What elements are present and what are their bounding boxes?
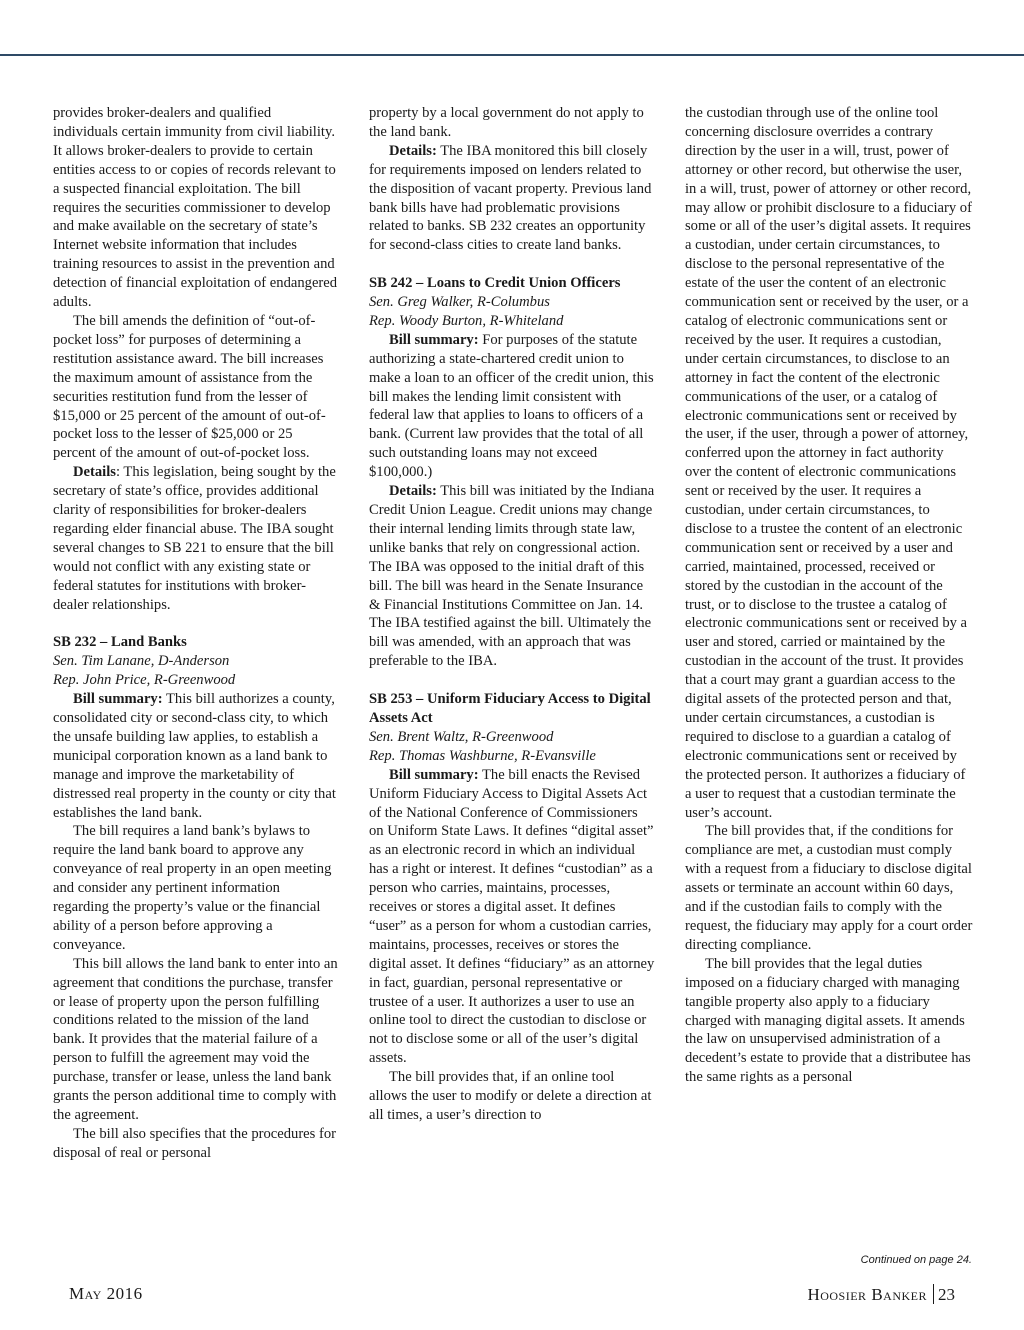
paragraph: The bill provides that the legal duties imposed on a fiduciary charged with managing tangible property also apply to a fiduciary charged with managing digital assets. It amends the law on unsupervised administration of a decedent’s estate to provide that a distributee has the same rights as a personal [685,955,971,1086]
footer-publication [807,1284,955,1305]
paragraph [369,142,655,255]
paragraph: This bill allows the land bank to enter into an agreement that conditions the purchase, transfer or lease of property upon the person fulfilling conditions related to the mission of the land bank. It provides that the material failure of a person to fulfill the agreement may void the purchase, transfer or lease, unless the land bank grants the person additional time to comply with the agreement. [53,955,338,1124]
paragraph: The bill also specifies that the procedures for disposal of real or personal [53,1125,337,1161]
column-2 [369,104,655,1125]
paragraph [369,482,655,671]
footer-date: May 2016 [69,1284,143,1303]
footer-divider [933,1284,934,1304]
senate-sponsor: Sen. Greg Walker, R-Columbus [369,294,550,311]
footer-magazine-name: Hoosier Banker [807,1285,927,1304]
details-text: : This legislation, being sought by the secretary of state’s office, provides additional clarity of responsibilities for broker-dealers regarding elder financial abuse. The IBA sought several changes to SB 221 to ensure that the bill would not conflict with any existing state or federal statutes for institutions with broker-dealer relationships. [53,464,336,613]
house-sponsor: Rep. Woody Burton, R-Whiteland [369,312,564,329]
paragraph [369,331,655,482]
bill-summary-text: This bill authorizes a county, consolidated city or second-class city, to which the unsafe building law applies, to establish a municipal corporation known as a land bank to manage and improve the marketability of distressed real property in the county or city that establishes the land bank. [53,691,336,821]
details-label: Details: [389,142,437,159]
senate-sponsor: Sen. Brent Waltz, R-Greenwood [369,728,554,745]
column-3 [685,104,973,1087]
paragraph [369,766,655,1069]
bill-summary-label: Bill summary: [73,691,163,708]
paragraph [53,690,339,822]
header-rule [0,54,1024,56]
bill-summary-text: For purposes of the statute authorizing a state-chartered credit union to make a loan to an officer of the credit union, this bill makes the lending limit consistent with federal law that applies to loans to officers of a bank. (Current law provides that the total of all such outstanding loans may not exceed $100,000.) [369,331,654,481]
details-text: This bill was initiated by the Indiana Credit Union League. Credit unions may change their internal lending limits through state law, unlike banks that rely on congressional action. The IBA was opposed to the initial draft of this bill. The bill was heard in the Senate Insurance & Financial Institutions Committee on Jan. 14. The IBA testified against the bill. Ultimately the bill was amended, with an approach that was preferable to the IBA. [369,483,655,670]
paragraph: property by a local government do not apply to the land bank. [369,105,644,140]
details-label: Details: [389,483,437,500]
continued-note: Continued on page 24. [860,1254,972,1266]
page-number: 23 [938,1285,955,1304]
bill-summary-label: Bill summary: [389,766,479,783]
bill-heading-sb253: SB 253 – Uniform Fiduciary Access to Digital Assets Act [369,691,651,726]
details-text: The IBA monitored this bill closely for requirements imposed on lenders related to the disposition of vacant property. Previous land bank bills have had problematic provisions related to banks. SB 232 creates an opportunity for second-class cities to create land banks. [369,142,652,254]
house-sponsor: Rep. John Price, R-Greenwood [53,672,236,689]
paragraph [53,463,339,614]
paragraph: the custodian through use of the online tool concerning disclosure overrides a contrary direction by the user in a will, trust, power of attorney or other record, but otherwise the user, in a will, trust, power of attorney or other record, may allow or prohibit disclosure to a fiduciary of some or all of the user’s digital assets. It requires a custodian, under certain circumstances, to disclose to the personal representative of the estate of the user the content of an electronic communication sent or received by the user, or a catalog of electronic communications sent or received by the user. It requires a custodian, under certain circumstances, to disclose to an attorney in fact the content of the electronic communications of the user, or a catalog of electronic communications sent or received by the user, if the user, through a power of attorney, conferred upon the attorney in fact authority over the content of electronic communications sent or received by the user. It requires a custodian, under certain circumstances, to disclose to a trustee the content of an electronic communication sent or received by a user and carried, maintained, processed, received or stored by the custodian in the account of the trust, or to disclose to the trustee a catalog of electronic communications sent or received by a user and stored, carried or maintained by the custodian in the account of the trust. It provides that a court may grant a guardian access to the digital assets of the protected person and that, under certain circumstances, a custodian is required to disclose to a guardian a catalog of electronic communications sent or received by the protected person. It authorizes a fiduciary of a user to request that a custodian terminate the user’s account. [685,105,972,821]
paragraph: The bill amends the definition of “out-of-pocket loss” for purposes of determining a restitution assistance award. The bill increases the maximum amount of assistance from the securities restitution fund from the lesser of $15,000 or 25 percent of the amount of out-of-pocket loss to the lesser of $25,000 or 25 percent of the amount of out-of-pocket loss. [53,312,326,462]
paragraph: The bill provides that, if an online tool allows the user to modify or delete a direction at all times, a user’s direction to [369,1069,652,1123]
bill-summary-text: The bill enacts the Revised Uniform Fiduciary Access to Digital Assets Act of the National Conference of Commissioners on Uniform State Laws. It defines “digital asset” as an electronic record in which an individual has a right or interest. It defines “custodian” as a person who carries, maintains, processes, receives or stores a digital asset. It defines “user” as a person for whom a custodian carries, maintains, processes, receives or stores the digital asset. It defines “fiduciary” as an attorney in fact, guardian, personal representative or trustee of a user. It authorizes a user to use an online tool to direct the custodian to disclose or not to disclose some or all of the user’s digital assets. [369,766,655,1067]
house-sponsor: Rep. Thomas Washburne, R-Evansville [369,747,596,764]
bill-summary-label: Bill summary: [389,331,479,348]
details-label: Details [73,464,116,481]
paragraph: The bill requires a land bank’s bylaws to require the land bank board to approve any conveyance of real property in an open meeting and consider any pertinent information regarding the property’s value or the financial ability of a person before approving a conveyance. [53,823,332,953]
paragraph: provides broker-dealers and qualified individuals certain immunity from civil liability. It allows broker-dealers to provide to certain entities access to or copies of records relevant to a suspected financial exploitation. The bill requires the securities commissioner to develop and make available on the secretary of state’s Internet website information that includes training resources to assist in the prevention and detection of financial exploitation of endangered adults. [53,105,338,311]
bill-heading-sb232: SB 232 – Land Banks [53,634,187,651]
senate-sponsor: Sen. Tim Lanane, D-Anderson [53,653,230,670]
paragraph: The bill provides that, if the conditions for compliance are met, a custodian must comply with a request from a fiduciary to disclose digital assets or terminate an account within 60 days, and if the custodian fails to comply with the request, the fiduciary may apply for a court order directing compliance. [685,823,973,953]
column-1 [53,104,339,1163]
bill-heading-sb242: SB 242 – Loans to Credit Union Officers [369,275,621,292]
